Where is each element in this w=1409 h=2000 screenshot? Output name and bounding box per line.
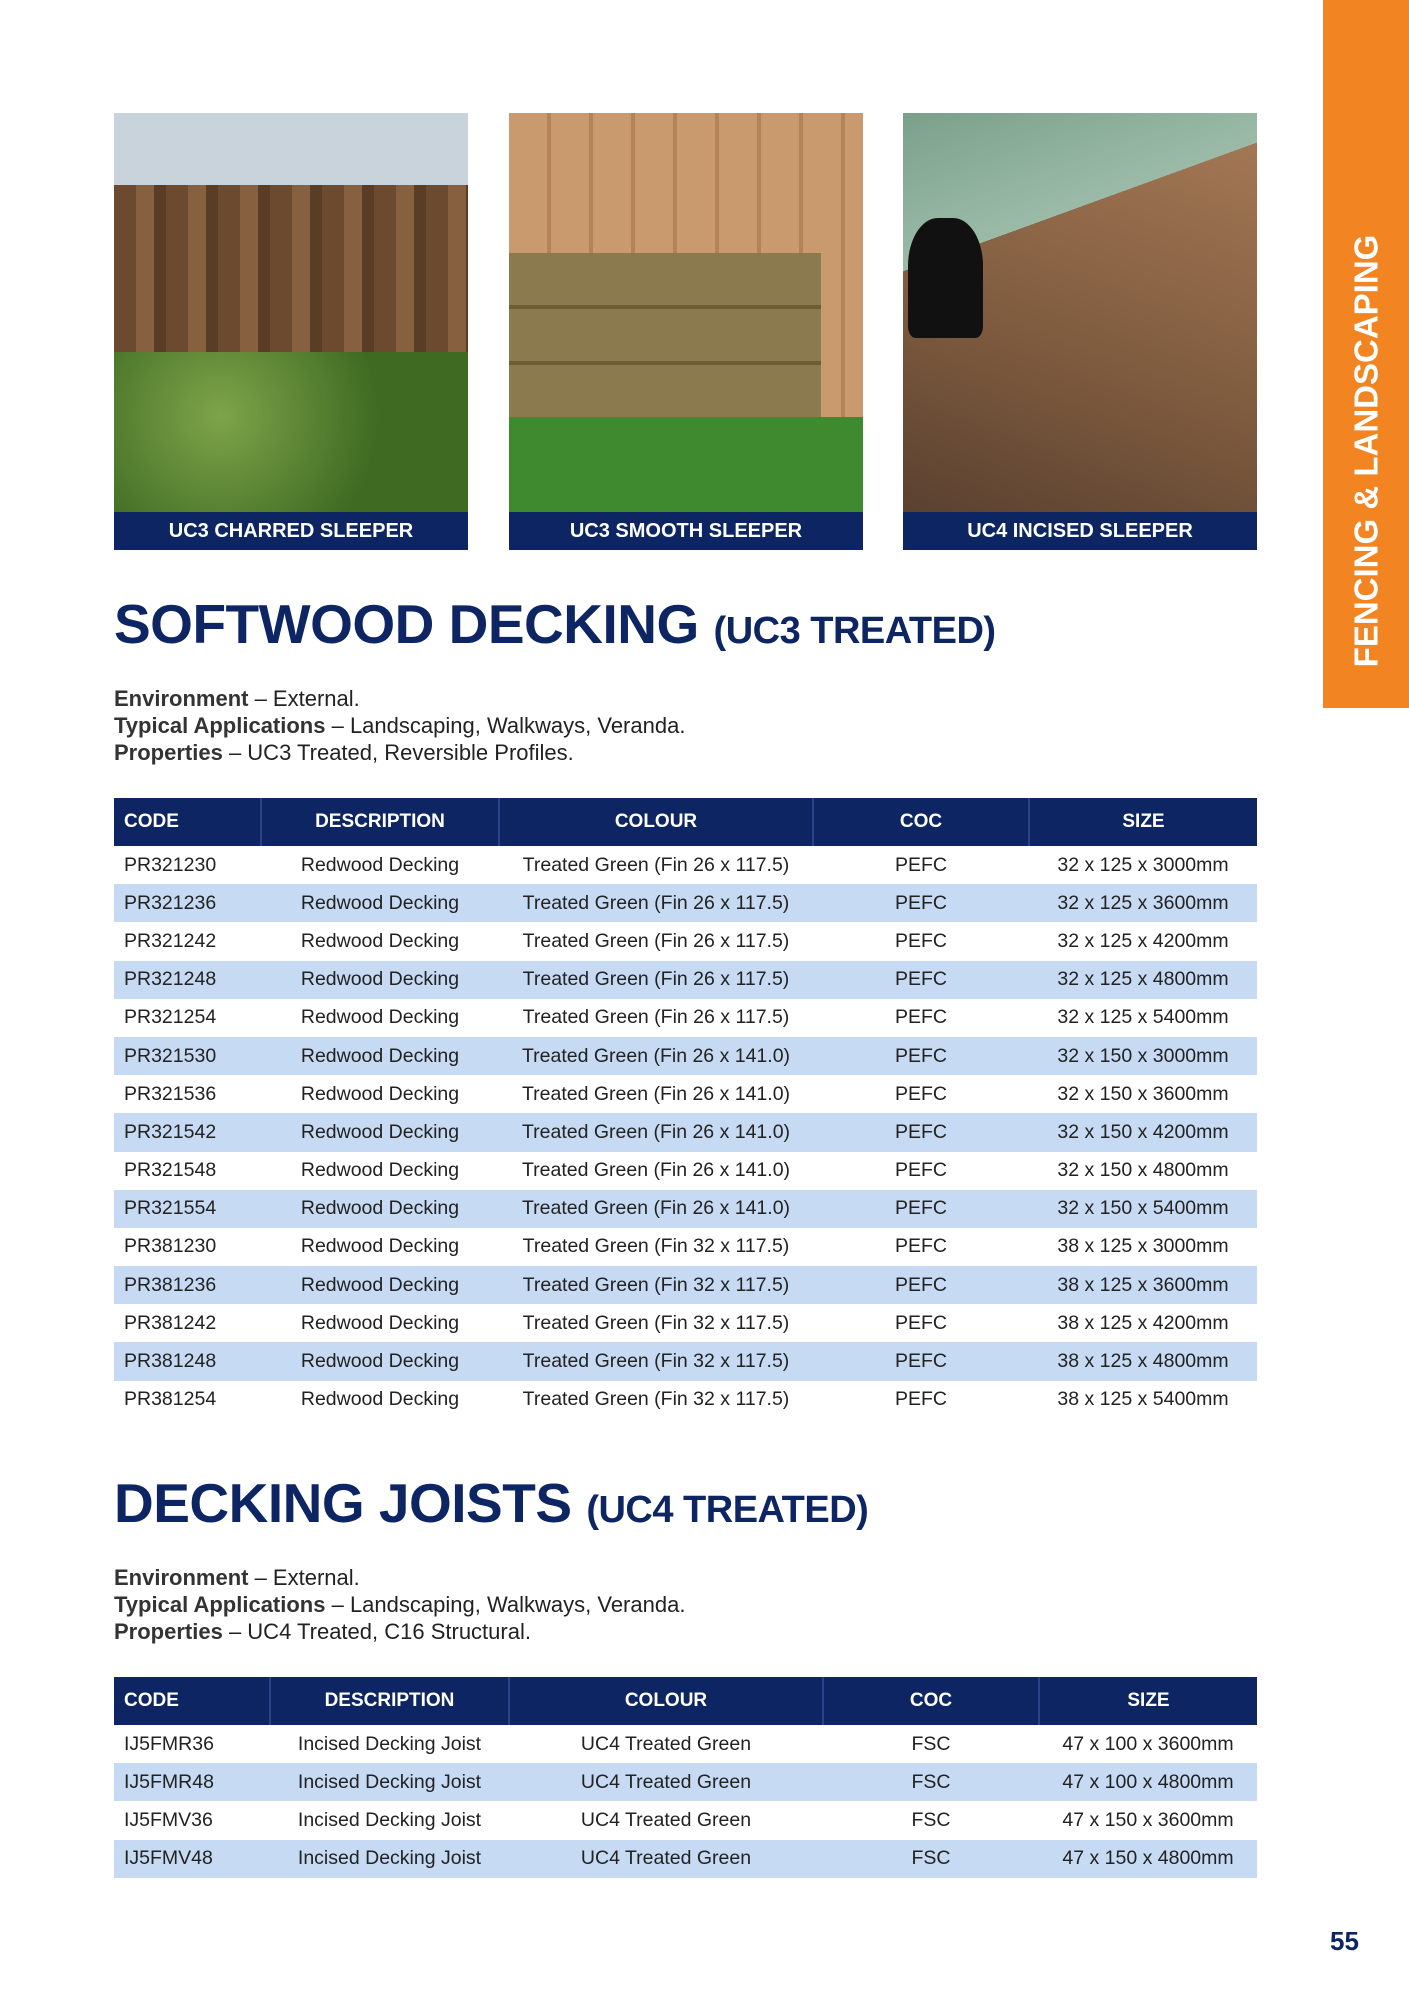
table-cell: PEFC (894, 1388, 947, 1411)
table-cell: IJ5FMR48 (114, 1763, 270, 1801)
table-cell: PR381254 (124, 1388, 217, 1411)
table-cell: PR321248 (114, 961, 261, 999)
table-row (114, 1801, 1257, 1839)
info-label: Properties (114, 740, 223, 765)
column-header: COLOUR (509, 1677, 823, 1725)
column-header: COC (813, 798, 1029, 846)
smooth-sleeper-image (509, 113, 863, 512)
table-row (114, 1304, 1257, 1342)
table-cell: 38 x 125 x 3000mm (1057, 1235, 1229, 1258)
table-cell: 32 x 125 x 4200mm (1057, 929, 1229, 952)
table-cell: PR321542 (114, 1113, 261, 1151)
info-label: Environment (114, 686, 249, 711)
table-cell: Treated Green (Fin 32 x 117.5) (522, 1388, 790, 1411)
table-cell: PR321548 (124, 1159, 217, 1182)
photo-caption: UC3 CHARRED SLEEPER (114, 512, 468, 550)
table-cell: PR321242 (124, 929, 217, 952)
table-cell: 32 x 150 x 4200mm (1029, 1113, 1257, 1151)
table-cell: PR381242 (124, 1311, 217, 1334)
table-cell: PEFC (894, 1006, 947, 1029)
table-row (114, 1228, 1257, 1266)
table-cell: Treated Green (Fin 32 x 117.5) (499, 1342, 813, 1380)
info-label: Environment (114, 1565, 249, 1590)
table-cell: 47 x 150 x 3600mm (1062, 1808, 1234, 1831)
info-value: – External. (248, 686, 360, 711)
table-cell: IJ5FMV48 (114, 1840, 270, 1878)
table-cell: 32 x 150 x 4800mm (1057, 1159, 1229, 1182)
table-row (114, 1037, 1257, 1075)
table-row (114, 1381, 1257, 1419)
table-cell: Treated Green (Fin 32 x 117.5) (522, 1235, 790, 1258)
table-cell: PEFC (813, 1113, 1029, 1151)
info-line (114, 685, 685, 712)
info-label: Typical Applications (114, 713, 326, 738)
table-cell: 38 x 125 x 3600mm (1029, 1266, 1257, 1304)
table-cell: PEFC (894, 1082, 947, 1105)
table-cell: Treated Green (Fin 26 x 141.0) (499, 1113, 813, 1151)
table-cell: PEFC (894, 853, 947, 876)
table-cell: FSC (911, 1732, 951, 1755)
info-line (114, 1591, 685, 1618)
table-cell: Redwood Decking (261, 1113, 499, 1151)
table-row (114, 1075, 1257, 1113)
table-row (114, 999, 1257, 1037)
table-cell: PR381230 (124, 1235, 217, 1258)
title-subtitle: (UC3 TREATED) (713, 610, 996, 652)
table-row (114, 1113, 1257, 1151)
table-cell: PR381248 (114, 1342, 261, 1380)
table-cell: UC4 Treated Green (509, 1763, 823, 1801)
info-value: – UC4 Treated, C16 Structural. (222, 1619, 531, 1644)
info-label: Properties (114, 1619, 223, 1644)
table-cell: Treated Green (Fin 26 x 141.0) (521, 1159, 791, 1182)
info-value: – External. (248, 1565, 360, 1590)
table-cell: PR321230 (124, 853, 217, 876)
table-row (114, 1190, 1257, 1228)
section1-info (114, 685, 685, 766)
table-cell: Incised Decking Joist (270, 1840, 509, 1878)
photo-caption: UC4 INCISED SLEEPER (903, 512, 1257, 550)
title-text: SOFTWOOD DECKING (114, 593, 699, 655)
table-cell: 32 x 150 x 3600mm (1057, 1082, 1229, 1105)
table-cell: UC4 Treated Green (509, 1840, 823, 1878)
table-row (114, 1342, 1257, 1380)
table-cell: Treated Green (Fin 26 x 117.5) (522, 1006, 790, 1029)
photo-caption: UC3 SMOOTH SLEEPER (509, 512, 863, 550)
incised-sleeper-image (903, 113, 1257, 512)
table-cell: 32 x 150 x 5400mm (1029, 1190, 1257, 1228)
title-text: DECKING JOISTS (114, 1472, 572, 1534)
table-cell: PR321554 (114, 1190, 261, 1228)
table-cell: Treated Green (Fin 26 x 117.5) (522, 853, 790, 876)
table-cell: Redwood Decking (300, 1388, 460, 1411)
info-value: – Landscaping, Walkways, Veranda. (325, 1592, 686, 1617)
table-cell: PR321254 (124, 1006, 217, 1029)
column-header: CODE (114, 798, 261, 846)
table-row (114, 846, 1257, 884)
table-cell: Redwood Decking (300, 853, 460, 876)
table-cell: PEFC (813, 961, 1029, 999)
title-subtitle: (UC4 TREATED) (586, 1489, 869, 1531)
table-cell: Redwood Decking (300, 1006, 460, 1029)
side-tab-label: FENCING & LANDSCAPING (1347, 234, 1384, 668)
table-row (114, 1725, 1257, 1763)
table-cell: Treated Green (Fin 26 x 141.0) (499, 1190, 813, 1228)
table-header-row (114, 1677, 1257, 1725)
table-cell: Incised Decking Joist (270, 1763, 509, 1801)
table-cell: 47 x 150 x 4800mm (1039, 1840, 1257, 1878)
info-label: Typical Applications (114, 1592, 326, 1617)
table-cell: PEFC (894, 1159, 947, 1182)
softwood-decking-table (114, 798, 1257, 1419)
table-row (114, 961, 1257, 999)
column-header: COLOUR (499, 798, 813, 846)
table-cell: PEFC (813, 1037, 1029, 1075)
table-cell: PEFC (894, 929, 947, 952)
table-cell: Redwood Decking (300, 1082, 460, 1105)
table-cell: 47 x 100 x 4800mm (1039, 1763, 1257, 1801)
column-header: SIZE (1039, 1677, 1257, 1725)
table-row (114, 1152, 1257, 1190)
table-cell: 32 x 125 x 3600mm (1029, 884, 1257, 922)
photo-smooth-sleeper (509, 113, 863, 550)
table-header-row (114, 798, 1257, 846)
table-cell: Redwood Decking (300, 929, 460, 952)
table-cell: Treated Green (Fin 32 x 117.5) (499, 1266, 813, 1304)
column-header: DESCRIPTION (270, 1677, 509, 1725)
table-cell: Incised Decking Joist (297, 1732, 482, 1755)
decking-joists-table (114, 1677, 1257, 1878)
info-line (114, 1618, 685, 1645)
table-cell: Treated Green (Fin 26 x 141.0) (499, 1037, 813, 1075)
table-cell: Incised Decking Joist (297, 1808, 482, 1831)
table-cell: PEFC (813, 1266, 1029, 1304)
info-value: – UC3 Treated, Reversible Profiles. (222, 740, 574, 765)
info-line (114, 1564, 685, 1591)
page-number: 55 (1330, 1926, 1359, 1956)
table-cell: Redwood Decking (261, 1037, 499, 1075)
table-cell: 32 x 150 x 3000mm (1029, 1037, 1257, 1075)
section-title-decking-joists (114, 1471, 868, 1535)
section2-info (114, 1564, 685, 1645)
table-cell: IJ5FMR36 (124, 1732, 214, 1755)
table-row (114, 884, 1257, 922)
table-row (114, 1840, 1257, 1878)
table-cell: PR321530 (114, 1037, 261, 1075)
table-cell: UC4 Treated Green (580, 1808, 752, 1831)
section-title-softwood-decking (114, 592, 996, 656)
table-cell: Redwood Decking (261, 1342, 499, 1380)
table-cell: Treated Green (Fin 26 x 117.5) (499, 961, 813, 999)
table-cell: 32 x 125 x 5400mm (1057, 1006, 1229, 1029)
table-cell: PEFC (813, 1342, 1029, 1380)
table-cell: PEFC (813, 884, 1029, 922)
table-cell: PR381236 (114, 1266, 261, 1304)
photo-charred-sleeper (114, 113, 468, 550)
table-cell: Redwood Decking (300, 1159, 460, 1182)
table-cell: 32 x 125 x 3000mm (1057, 853, 1229, 876)
table-row (114, 1266, 1257, 1304)
charred-sleeper-image (114, 113, 468, 512)
table-cell: Redwood Decking (261, 884, 499, 922)
table-cell: 38 x 125 x 5400mm (1057, 1388, 1229, 1411)
table-cell: Redwood Decking (261, 1190, 499, 1228)
table-cell: PR321536 (124, 1082, 217, 1105)
table-cell: IJ5FMV36 (124, 1808, 213, 1831)
table-cell: Redwood Decking (300, 1311, 460, 1334)
table-cell: 32 x 125 x 4800mm (1029, 961, 1257, 999)
column-header: DESCRIPTION (261, 798, 499, 846)
table-cell: Redwood Decking (261, 1266, 499, 1304)
table-cell: 38 x 125 x 4200mm (1057, 1311, 1229, 1334)
info-value: – Landscaping, Walkways, Veranda. (325, 713, 686, 738)
table-cell: PEFC (813, 1190, 1029, 1228)
info-line (114, 739, 685, 766)
table-row (114, 1763, 1257, 1801)
table-cell: Treated Green (Fin 32 x 117.5) (522, 1311, 790, 1334)
table-cell: 47 x 100 x 3600mm (1062, 1732, 1234, 1755)
table-cell: FSC (823, 1840, 1039, 1878)
table-cell: PEFC (894, 1311, 947, 1334)
table-cell: PEFC (894, 1235, 947, 1258)
photo-incised-sleeper (903, 113, 1257, 550)
table-cell: FSC (823, 1763, 1039, 1801)
section-side-tab (1323, 0, 1409, 708)
info-line (114, 712, 685, 739)
table-cell: PR321236 (114, 884, 261, 922)
column-header: CODE (114, 1677, 270, 1725)
table-cell: FSC (911, 1808, 951, 1831)
table-cell: UC4 Treated Green (580, 1732, 752, 1755)
table-cell: Treated Green (Fin 26 x 117.5) (522, 929, 790, 952)
table-row (114, 922, 1257, 960)
table-cell: Treated Green (Fin 26 x 117.5) (499, 884, 813, 922)
column-header: COC (823, 1677, 1039, 1725)
table-cell: 38 x 125 x 4800mm (1029, 1342, 1257, 1380)
table-cell: Treated Green (Fin 26 x 141.0) (521, 1082, 791, 1105)
column-header: SIZE (1029, 798, 1257, 846)
table-cell: Redwood Decking (261, 961, 499, 999)
table-cell: Redwood Decking (300, 1235, 460, 1258)
